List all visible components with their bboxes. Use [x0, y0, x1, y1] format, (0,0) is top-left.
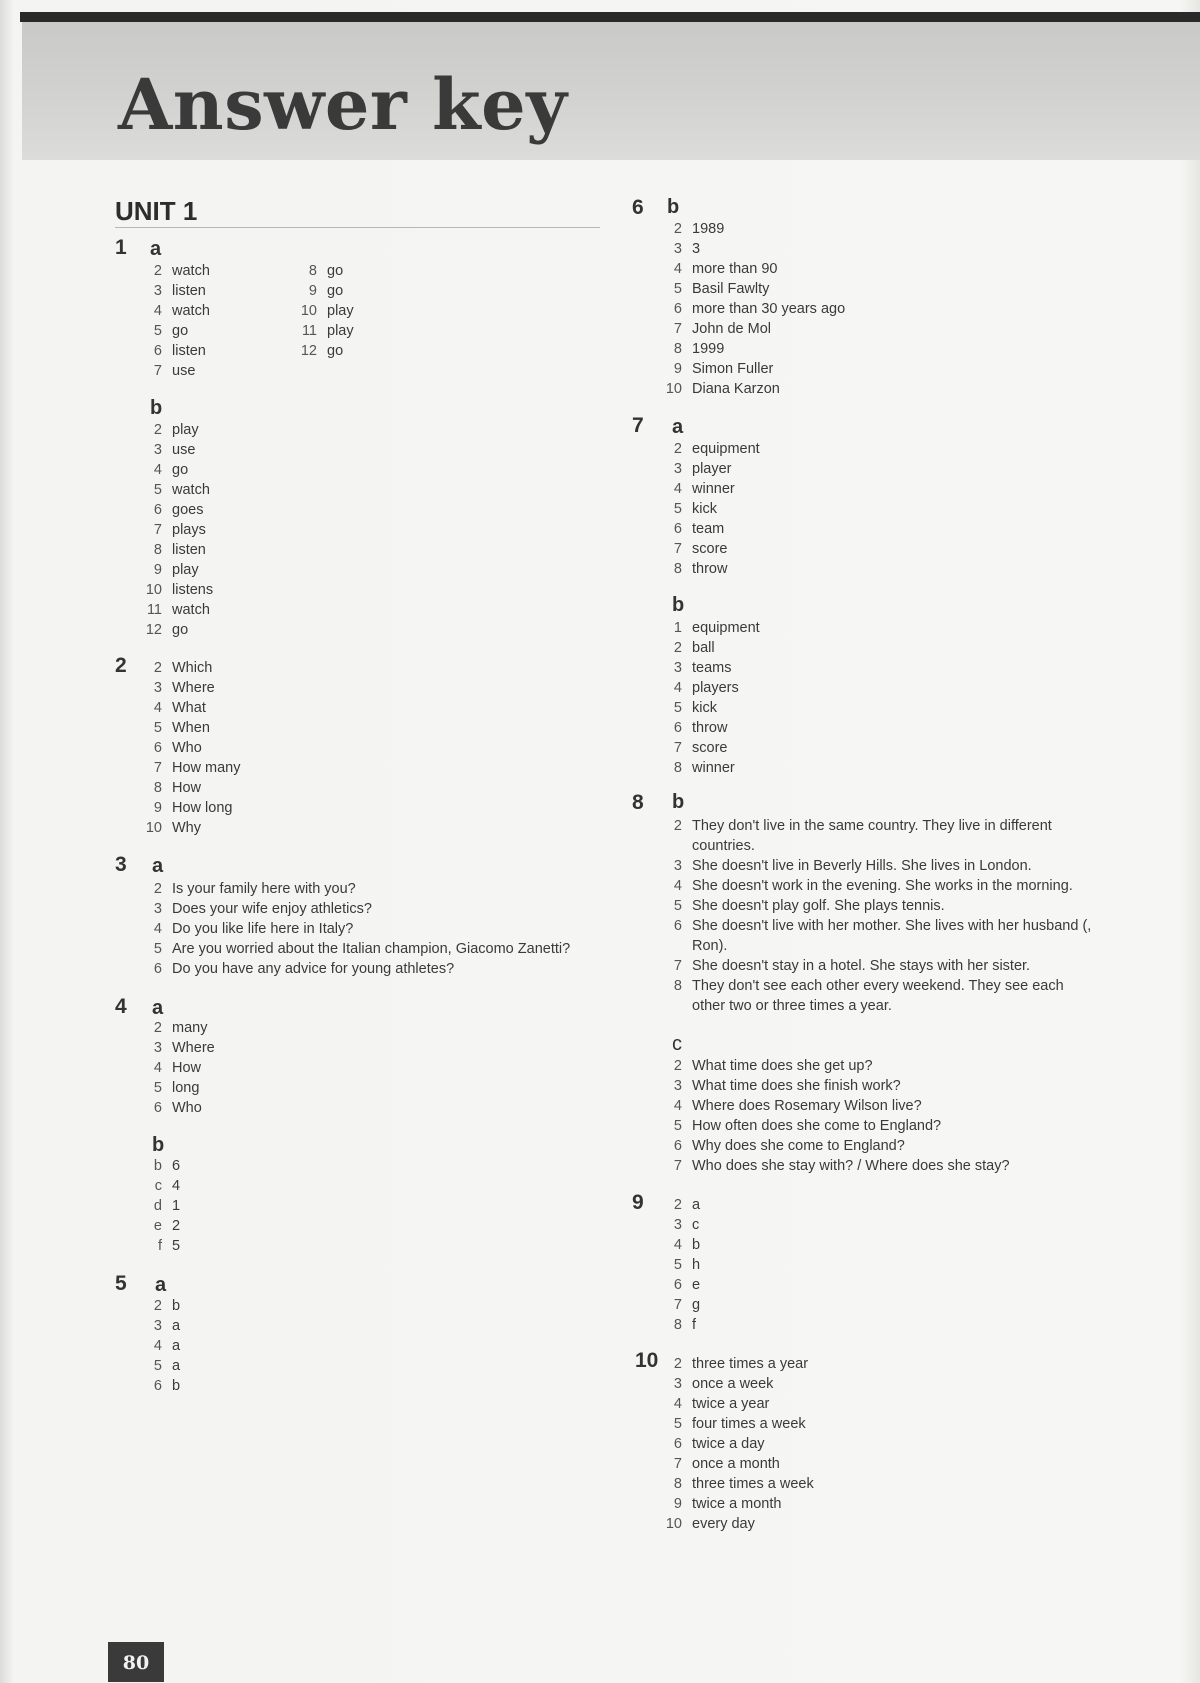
answer-item: 9 play: [153, 562, 199, 578]
answer-item: 9 Simon Fuller: [673, 361, 774, 377]
unit-heading: UNIT 1: [115, 196, 198, 226]
answer-item: 8 three times a week: [673, 1476, 814, 1492]
answer-item: 12 go: [145, 622, 189, 638]
answer-list-3a: [140, 879, 570, 979]
answer-item: 5 kick: [673, 700, 717, 716]
answer-item: 8 listen: [153, 542, 206, 558]
answer-item: 10 play: [300, 303, 354, 319]
answer-item: 2 They don't live in the same country. They live in different countries.: [673, 818, 1052, 854]
answer-item: 6 throw: [673, 720, 728, 736]
answer-item: 4 players: [673, 680, 739, 696]
answer-item: 5 go: [153, 323, 189, 339]
answer-item: 6 more than 30 years ago: [673, 301, 846, 317]
answer-item: 3 Where: [153, 680, 215, 696]
answer-item: 6 listen: [153, 343, 206, 359]
answer-item: 2 b: [153, 1298, 181, 1314]
answer-list-9: [660, 1195, 700, 1335]
answer-item: 5 h: [673, 1257, 701, 1273]
answer-item: 11 play: [301, 323, 354, 339]
answer-item: 9 go: [308, 283, 344, 299]
answer-item: 6 goes: [153, 502, 204, 518]
part-letter-4a: a: [152, 997, 164, 1019]
answer-item: 10 listens: [145, 582, 214, 598]
answer-item: 4 more than 90: [673, 261, 778, 277]
answer-list-1a-col2: [295, 261, 354, 361]
part-letter-8c: c: [672, 1033, 682, 1055]
answer-item: 3 listen: [153, 283, 206, 299]
answer-item: 9 twice a month: [673, 1496, 782, 1512]
answer-item: 3 3: [673, 241, 701, 257]
answer-item: 9 How long: [153, 800, 233, 816]
answer-item: d 1: [153, 1198, 181, 1214]
answer-item: 2 Is your family here with you?: [153, 881, 356, 897]
answer-item: 6 b: [153, 1378, 181, 1394]
answer-item: 7 How many: [153, 760, 241, 776]
answer-item: 6 Who: [153, 1100, 202, 1116]
answer-item: 4 Where does Rosemary Wilson live?: [673, 1098, 922, 1114]
answer-item: 2 play: [153, 422, 199, 438]
part-letter-4b: b: [152, 1134, 165, 1156]
answer-item: 6 team: [673, 521, 725, 537]
exercise-number-3: 3: [115, 853, 127, 876]
answer-item: 8 How: [153, 780, 202, 796]
answer-item: 7 once a month: [673, 1456, 780, 1472]
answer-list-1a-col1: [140, 261, 210, 381]
answer-item: 2 1989: [673, 221, 725, 237]
answer-item: 11 watch: [146, 602, 210, 618]
answer-list-5a: [140, 1296, 180, 1396]
exercise-number-2: 2: [115, 654, 127, 677]
page-title: Answer key: [118, 63, 568, 146]
exercise-number-10: 10: [635, 1349, 659, 1372]
exercise-number-5: 5: [115, 1272, 127, 1295]
answer-item: 3 player: [673, 461, 732, 477]
answer-item: 4 Do you like life here in Italy?: [153, 921, 354, 937]
answer-item: 2 many: [153, 1020, 208, 1036]
answer-item: b 6: [153, 1158, 181, 1174]
answer-item: 3 use: [153, 442, 196, 458]
answer-list-10: [660, 1354, 814, 1534]
answer-item: 5 watch: [153, 482, 210, 498]
answer-item: 4 watch: [153, 303, 210, 319]
answer-item: 8 go: [308, 263, 344, 279]
answer-item: f 5: [157, 1238, 181, 1254]
part-letter-7a: a: [672, 416, 684, 438]
answer-item: 2 a: [673, 1197, 701, 1213]
answer-item: 1 equipment: [673, 620, 760, 636]
answer-item: 2 equipment: [673, 441, 760, 457]
answer-item: 3 Where: [153, 1040, 215, 1056]
answer-list-8c: [660, 1056, 1010, 1176]
part-letter-6b: b: [667, 196, 680, 218]
answer-list-2: [140, 658, 241, 838]
exercise-number-4: 4: [115, 995, 127, 1018]
answer-item: 3 She doesn't live in Beverly Hills. She lives in London.: [673, 858, 1032, 874]
answer-item: 4 What: [153, 700, 206, 716]
answer-list-6b: [660, 219, 845, 399]
answer-item: 7 score: [673, 740, 728, 756]
answer-item: 6 twice a day: [673, 1436, 765, 1452]
answer-list-4a: [140, 1018, 215, 1118]
part-letter-8b: b: [672, 791, 685, 813]
answer-list-8b: [660, 816, 1100, 1016]
answer-item: 5 four times a week: [673, 1416, 806, 1432]
answer-item: 3 c: [673, 1217, 700, 1233]
answer-item: 8 throw: [673, 561, 728, 577]
answer-item: 3 teams: [673, 660, 732, 676]
answer-item: 5 How often does she come to England?: [673, 1118, 942, 1134]
answer-item: 4 go: [153, 462, 189, 478]
answer-item: 4 twice a year: [673, 1396, 770, 1412]
part-letter-1b: b: [150, 397, 163, 419]
exercise-number-1: 1: [115, 236, 127, 259]
answer-item: 7 g: [673, 1297, 701, 1313]
answer-item: 12 go: [300, 343, 344, 359]
answer-item: 4 b: [673, 1237, 701, 1253]
answer-item: 5 She doesn't play golf. She plays tennis.: [673, 898, 945, 914]
answer-item: 6 e: [673, 1277, 701, 1293]
answer-item: 2 ball: [673, 640, 715, 656]
answer-item: 8 f: [673, 1317, 697, 1333]
answer-item: 6 Do you have any advice for young athletes?: [153, 961, 455, 977]
exercise-number-7: 7: [632, 414, 644, 437]
exercise-number-6: 6: [632, 196, 644, 219]
answer-item: 8 winner: [673, 760, 735, 776]
answer-item: 8 They don't see each other every weekend. They see each other two or three times a year.: [673, 978, 1064, 1014]
answer-item: 2 watch: [153, 263, 210, 279]
answer-item: 8 1999: [673, 341, 725, 357]
unit-divider: [115, 227, 600, 228]
answer-list-1b: [140, 420, 213, 640]
answer-item: 5 kick: [673, 501, 717, 517]
answer-item: 7 She doesn't stay in a hotel. She stays with her sister.: [673, 958, 1031, 974]
answer-item: 4 How: [153, 1060, 202, 1076]
answer-item: 3 once a week: [673, 1376, 774, 1392]
exercise-number-9: 9: [632, 1191, 644, 1214]
answer-item: 3 What time does she finish work?: [673, 1078, 901, 1094]
answer-item: 5 long: [153, 1080, 200, 1096]
answer-item: 4 winner: [673, 481, 735, 497]
answer-item: 2 Which: [153, 660, 213, 676]
answer-item: 5 Are you worried about the Italian champion, Giacomo Zanetti?: [153, 941, 571, 957]
answer-item: 7 score: [673, 541, 728, 557]
answer-item: 5 Basil Fawlty: [673, 281, 770, 297]
answer-item: 4 a: [153, 1338, 181, 1354]
answer-item: c 4: [154, 1178, 181, 1194]
part-letter-5a: a: [155, 1274, 167, 1296]
part-letter-3a: a: [152, 855, 164, 877]
answer-item: 3 a: [153, 1318, 181, 1334]
answer-list-7b: [660, 618, 760, 778]
answer-item: 10 Why: [145, 820, 201, 836]
answer-list-4b: [140, 1156, 180, 1256]
answer-item: 10 every day: [665, 1516, 755, 1532]
answer-item: 7 plays: [153, 522, 206, 538]
answer-item: e 2: [153, 1218, 181, 1234]
answer-item: 7 John de Mol: [673, 321, 771, 337]
answer-item: 5 a: [153, 1358, 181, 1374]
answer-item: 4 She doesn't work in the evening. She works in the morning.: [673, 878, 1073, 894]
page-number: 80: [122, 1652, 150, 1674]
answer-item: 6 She doesn't live with her mother. She lives with her husband (, Ron).: [673, 918, 1092, 954]
exercise-number-8: 8: [632, 791, 644, 814]
answer-item: 7 Who does she stay with? / Where does she stay?: [673, 1158, 1010, 1174]
answer-item: 10 Diana Karzon: [665, 381, 780, 397]
answer-item: 3 Does your wife enjoy athletics?: [153, 901, 372, 917]
answer-item: 5 When: [153, 720, 210, 736]
answer-list-7a: [660, 439, 760, 579]
answer-item: 6 Who: [153, 740, 202, 756]
answer-item: 6 Why does she come to England?: [673, 1138, 905, 1154]
answer-item: 2 What time does she get up?: [673, 1058, 873, 1074]
answer-item: 2 three times a year: [673, 1356, 809, 1372]
part-letter-1a: a: [150, 238, 162, 260]
part-letter-7b: b: [672, 594, 685, 616]
answer-item: 7 use: [153, 363, 196, 379]
top-rule: [20, 12, 1200, 22]
